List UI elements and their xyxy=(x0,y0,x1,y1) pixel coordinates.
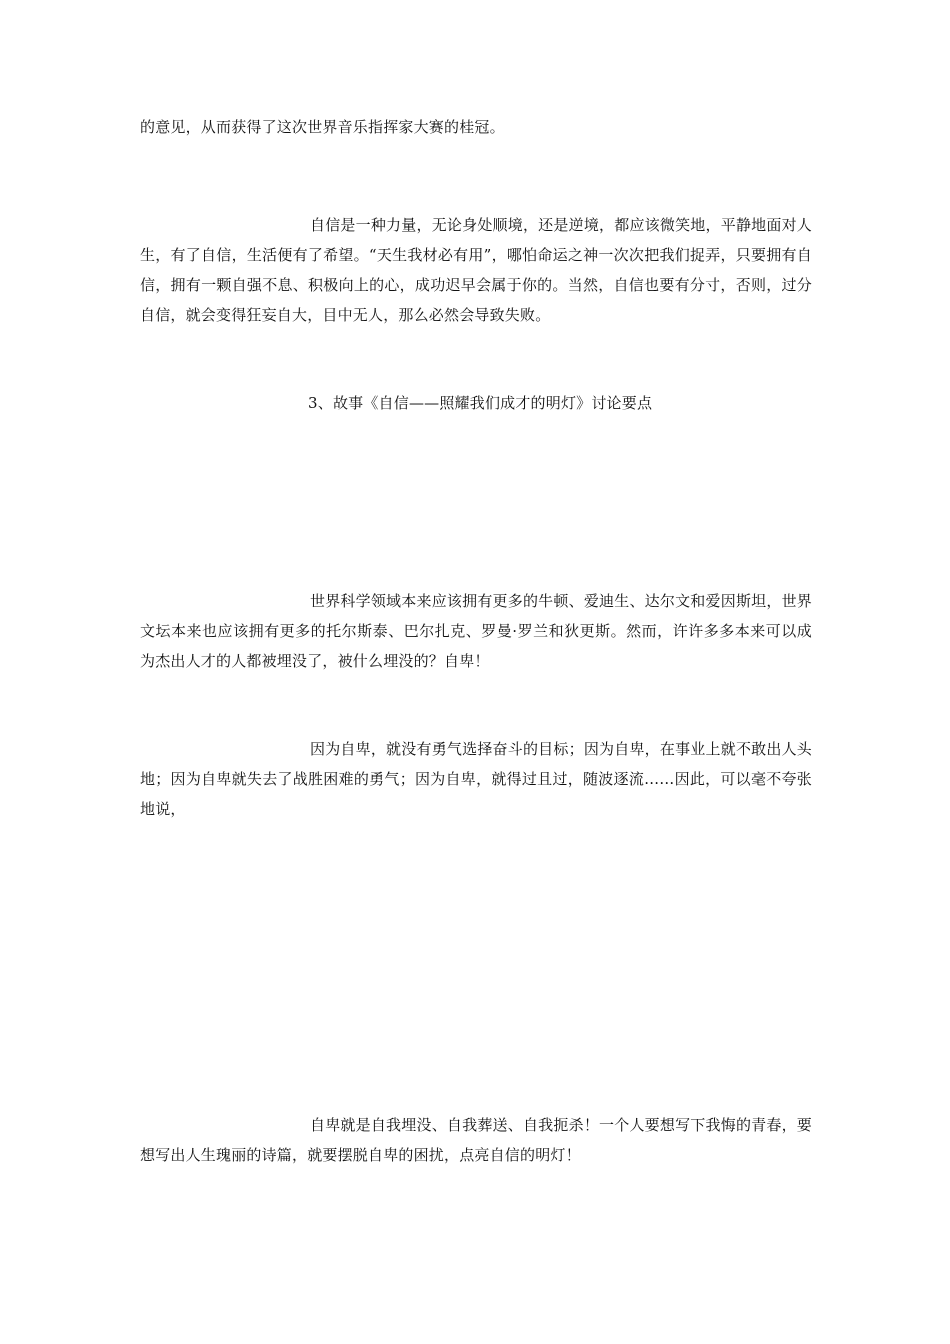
paragraph-because-inferiority: 因为自卑，就没有勇气选择奋斗的目标；因为自卑，在事业上就不敢出人头地；因为自卑就失去了战胜困难的勇气；因为自卑，就得过且过，随波逐流……因此，可以毫不夸张地说， xyxy=(140,740,812,818)
paragraph-continuation: 的意见，从而获得了这次世界音乐指挥家大赛的桂冠。 xyxy=(140,118,505,136)
paragraph-self-burial: 自卑就是自我埋没、自我葬送、自我扼杀！一个人要想写下我悔的青春，要想写出人生瑰丽的诗篇，就要摆脱自卑的困扰，点亮自信的明灯！ xyxy=(140,1116,812,1164)
section-heading: 3、故事《自信——照耀我们成才的明灯》讨论要点 xyxy=(308,394,653,412)
paragraph-buried-talents: 世界科学领域本来应该拥有更多的牛顿、爱迪生、达尔文和爱因斯坦，世界文坛本来也应该拥有更多的托尔斯泰、巴尔扎克、罗曼·罗兰和狄更斯。然而，许许多多本来可以成为杰出人才的人都被埋没了，被什么埋没的？自卑！ xyxy=(140,592,812,670)
paragraph-confidence-power: 自信是一种力量，无论身处顺境，还是逆境，都应该微笑地，平静地面对人生，有了自信，生活便有了希望。“天生我材必有用”，哪怕命运之神一次次把我们捉弄，只要拥有自信，拥有一颗自强不息、积极向上的心，成功迟早会属于你的。当然，自信也要有分寸，否则，过分自信，就会变得狂妄自大，目中无人，那么必然会导致失败。 xyxy=(140,216,812,324)
